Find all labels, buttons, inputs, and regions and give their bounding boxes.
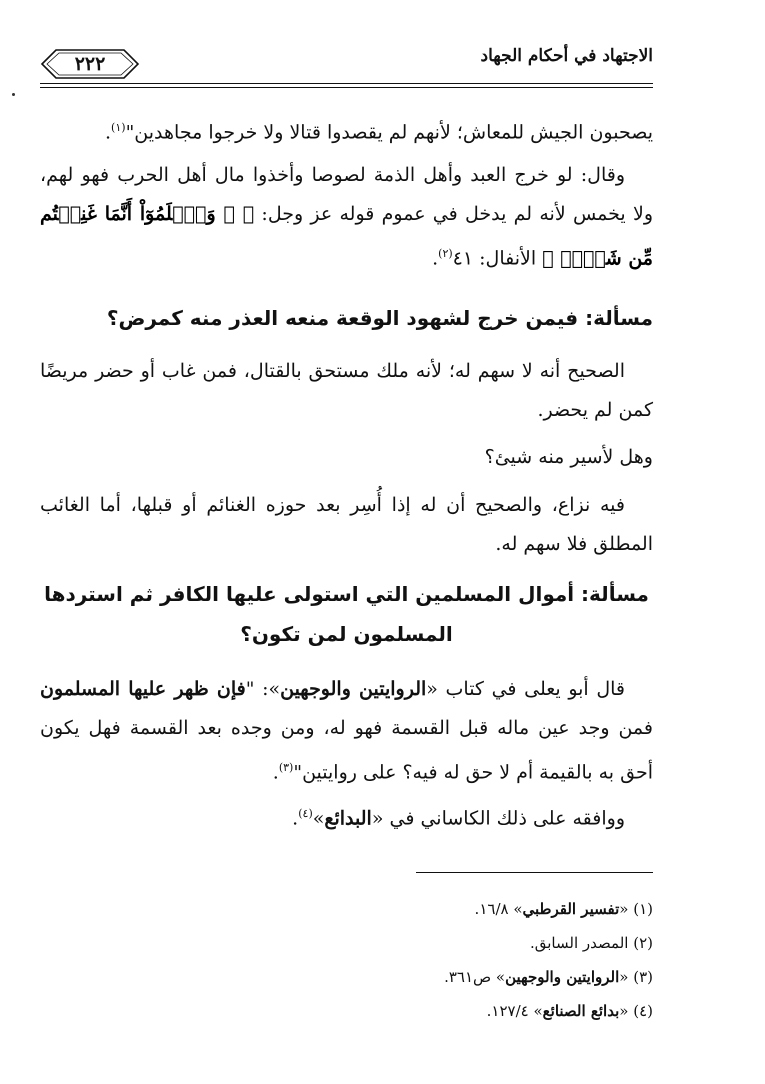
paragraph-7	[40, 794, 653, 838]
footnote-1	[40, 892, 653, 926]
paragraph-7-intro: ووافقه على ذلك الكاساني في «	[371, 807, 625, 830]
footnote-prefix: «	[619, 968, 634, 986]
quran-verse: ﴿ ۞ وَٱعۡلَمُوٓاْ أَنَّمَا غَنِمۡتُم مِّن شَيۡءٖ ﴾	[40, 203, 653, 270]
header-rule-thin	[40, 87, 653, 88]
paragraph-6-end: .	[272, 761, 279, 784]
footnote-3	[40, 960, 653, 994]
paragraph-1-text: يصحبون الجيش للمعاش؛ لأنهم لم يقصدوا قتالا ولا خرجوا مجاهدين"	[125, 121, 653, 144]
footnote-ref-1: (١)	[111, 121, 126, 134]
page-number-badge	[40, 47, 140, 81]
paragraph-5: فيه نزاع، والصحيح أن له إذا أُسِر بعد حوزه الغنائم أو قبلها، أما الغائب المطلق فلا سهم له.	[40, 494, 653, 555]
footnote-ref-4: (٤)	[298, 807, 313, 820]
paragraph-2-end: .	[432, 247, 439, 270]
paragraph-6-quote: فمن وجد عين ماله قبل القسمة فهو له، ومن وجده بعد القسمة فهل يكون أحق به بالقيمة أم لا حق له فيه؟ على روايتين"	[40, 717, 653, 784]
paragraph-3: الصحيح أنه لا سهم له؛ لأنه ملك مستحق بالقتال، فمن غاب أو حضر مريضًا كمن لم يحضر.	[40, 360, 653, 421]
paragraph-2	[40, 156, 653, 278]
book-title-badai: البدائع	[324, 807, 372, 830]
paragraph-2-text: وقال: لو خرج العبد وأهل الذمة لصوصا وأخذوا مال أهل الحرب فهو لهم، ولا يخمس لأنه لم يدخل في عموم قوله عز وجل:	[40, 164, 653, 225]
footnote-prefix: «	[619, 900, 634, 918]
footnote-number: (٣)	[633, 968, 653, 986]
running-header-title: الاجتهاد في أحكام الجهاد	[480, 46, 653, 66]
scan-speck	[12, 93, 15, 96]
footnote-source-detail: » ١٦/٨.	[474, 900, 523, 918]
footnote-2	[40, 926, 653, 960]
footnote-ref-3: (٣)	[278, 761, 294, 774]
paragraph-1-end: .	[105, 121, 112, 144]
issue-heading-1: مسألة: فيمن خرج لشهود الوقعة منعه العذر منه كمرض؟	[106, 306, 653, 330]
footnote-number: (٤)	[633, 1002, 653, 1020]
paragraph-7-bracket: »	[312, 807, 325, 830]
footnote-prefix: «	[619, 1002, 634, 1020]
page-number: ٢٢٢	[74, 53, 106, 75]
footnote-source-detail: » ١٢٧/٤.	[486, 1002, 543, 1020]
paragraph-1	[40, 108, 653, 152]
book-title-riwayatayn: الروايتين والوجهين	[280, 678, 427, 700]
paragraph-4: وهل لأسير منه شيئ؟	[484, 446, 653, 468]
issue-heading-2: مسألة: أموال المسلمين التي استولى عليها الكافر ثم استردها المسلمون لمن تكون؟	[44, 582, 649, 646]
verse-reference: الأنفال: ٤١	[452, 247, 543, 270]
footnotes	[40, 892, 653, 1028]
footnote-4	[40, 994, 653, 1028]
quote-emphasis: فإن ظهر عليها المسلمون	[40, 678, 246, 700]
footnote-separator	[416, 872, 653, 873]
header-rule	[40, 83, 653, 84]
footnote-source-title: بدائع الصنائع	[542, 1002, 620, 1020]
footnote-ref-2: (٢)	[438, 247, 453, 260]
paragraph-6-intro: قال أبو يعلى في كتاب «	[426, 678, 625, 700]
paragraph-7-end: .	[292, 807, 299, 830]
paragraph-6-bracket: »: "	[245, 678, 281, 700]
footnote-source-detail: » ص٣٦١.	[444, 968, 506, 986]
footnote-number: (٢)	[633, 934, 653, 952]
footnote-source-detail: المصدر السابق.	[529, 934, 629, 952]
paragraph-6	[40, 670, 653, 792]
footnote-number: (١)	[633, 900, 653, 918]
footnote-source-title: تفسير القرطبي	[522, 900, 620, 918]
footnote-source-title: الروايتين والوجهين	[505, 968, 620, 986]
